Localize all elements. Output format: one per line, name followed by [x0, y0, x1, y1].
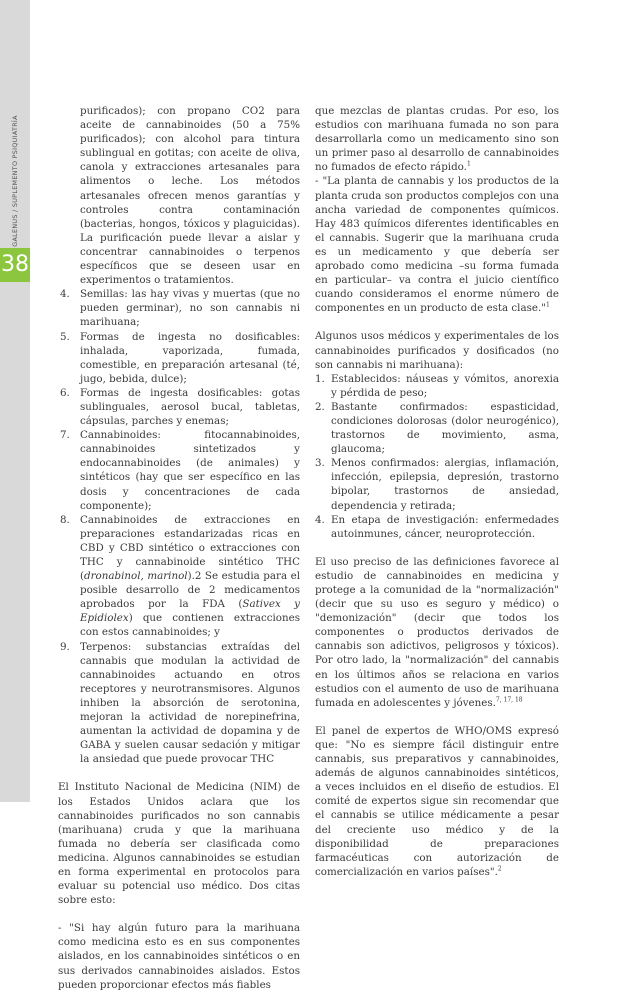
list-item [315, 400, 559, 456]
citation-ref: 2 [497, 865, 502, 873]
list-item [58, 287, 300, 329]
list-item-text: Semillas: las hay vivas y muertas (que no pueden germinar), no son cannabis ni marihuana; [80, 288, 300, 329]
list-item [315, 372, 559, 400]
list-item-text: Formas de ingesta no dosificables: inhalada, vaporizada, fumada, comestible, en preparación artesanal (té, jugo, bebida, dulce); [80, 330, 300, 385]
list-item [58, 330, 300, 386]
nim-paragraph: El Instituto Nacional de Medicina (NIM) de los Estados Unidos aclara que los cannabinoides purificados no son cannabis (marihuana) cruda y que la marihuana fumada no debería ser clasificada como medicina. Algunos cannabinoides se estudian en forma experimental en protocolos para evaluar su potencial uso médico. Dos citas sobre esto: [58, 781, 300, 907]
running-header-text: GALENUS / SUPLEMENTO PSIQUIATRÍA [11, 115, 20, 247]
list-item-text-a: Cannabinoides de extracciones en preparaciones estandarizadas ricas en CBD y CBD sintético o extracciones con THC y cannabinoide sintético THC ( [80, 513, 300, 583]
sidebar-strip [0, 0, 30, 802]
who-paragraph [315, 724, 559, 879]
list-item-text: Terpenos: substancias extraídas del cannabis que modulan la actividad de cannabinoides actuando en otros receptores y neurotransmisores. Algunos inhiben la absorción de serotonina, mejoran la actividad de norepinefrina, aumentan la actividad de dopamina y de GABA y suelen causar sedación y mitigar la ansiedad que puede provocar THC [80, 640, 300, 766]
list-item-text: Formas de ingesta dosificables: gotas sublinguales, aerosol bucal, tabletas, cápsulas, parches y enemas; [80, 386, 300, 428]
right-column [315, 104, 559, 879]
product-names-italic: Sativex y Epidiolex [80, 598, 301, 625]
list-number: 8. [60, 513, 70, 526]
list-item-text-b: ).2 Se estudia para el posible desarrollo de 2 medicamentos aprobados por la FDA ( [80, 570, 300, 611]
list-number: 4. [60, 288, 70, 301]
list-item-text: Bastante confirmados: espasticidad, condiciones dolorosas (dolor neurogénico), trastornos de movimiento, asma, glaucoma; [331, 400, 559, 456]
list-number: 4. [315, 513, 325, 526]
citation-ref: 1 [466, 160, 471, 168]
quote-1-end [315, 104, 559, 174]
left-column [58, 104, 300, 992]
list-item-text: Establecidos: náuseas y vómitos, anorexia y pérdida de peso; [331, 372, 559, 399]
precise-definitions-paragraph [315, 555, 559, 710]
list-item [58, 513, 300, 640]
list-number: 9. [60, 640, 70, 653]
citation-ref: 1 [546, 301, 550, 309]
list-item [315, 513, 559, 541]
list-item-text: Cannabinoides: fitocannabinoides, cannabinoides sintetizados y endocannabinoides (de animales) y sintéticos (hay que ser específico en las dosis y concentraciones de cada componente); [80, 429, 300, 512]
list-number: 6. [60, 386, 70, 399]
drug-names-italic: dronabinol, marinol [84, 570, 188, 583]
list-number: 5. [60, 330, 70, 343]
quote-1-end-text: que mezclas de plantas crudas. Por eso, los estudios con marihuana fumada no son para desarrollarla como un medicamento sino son un primer paso al desarrollo de cannabinoides no fumados de efecto rápido. [315, 105, 559, 174]
page-number: 38 [0, 248, 30, 282]
definitions-list [58, 287, 300, 766]
quote-1-start: - "Si hay algún futuro para la marihuana como medicina esto es en sus componentes aislados, en los cannabinoides sintéticos o en sus derivados cannabinoides aislados. Estos pueden proporcionar efectos más fiables [58, 922, 300, 991]
list-item [315, 456, 559, 512]
list-item [58, 428, 300, 513]
list-number: 3. [315, 457, 325, 470]
list-number: 1. [315, 372, 325, 385]
quote-2-text: - "La planta de cannabis y los productos de la planta cruda son productos complejos con una ancha variedad de componentes químicos. Hay 483 químicos diferentes identificables en el cannabis. Sugerir que la marihuana cruda es un medicamento y que debería ser aprobado como medicina –su forma fumada en particular– va contra el juicio científico cuando consideramos el enorme número de componentes en un producto de esta clase." [315, 175, 559, 315]
uses-list [315, 372, 559, 541]
list-continuation: purificados); con propano CO2 para aceite de cannabinoides (50 a 75% purificados); con alcohol para tintura sublingual en gotitas; con aceite de oliva, canola y extracciones artesanales para alimentos o leche. Los métodos artesanales ofrecen menos garantías y controles contra contaminación (bacterias, hongos, tóxicos y plaguicidas). La purificación puede llevar a aislar y concentrar cannabinoides o terpenos específicos que se deseen usar en experimentos o tratamientos. [80, 105, 300, 287]
list-item-text-c: ) que contienen extracciones con estos cannabinoides; y [80, 612, 300, 639]
who-text: El panel de expertos de WHO/OMS expresó que: "No es siempre fácil distinguir entre cannabis, sus preparativos y cannabinoides, además de algunos cannabinoides sintéticos, a veces incluidos en el diseño de estudios. El comité de expertos sigue sin recomendar que el cannabis se utilice médicamente a pesar del creciente uso médico y de la disponibilidad de preparaciones farmacéuticas con autorización de comercialización en varios países". [315, 724, 559, 878]
list-number: 2. [315, 400, 325, 413]
list-item [58, 640, 300, 767]
list-item [58, 386, 300, 428]
list-item-text: Menos confirmados: alergias, inflamación, infección, epilepsia, depresión, trastorno bipolar, trastornos de ansiedad, dependencia y retirada; [331, 457, 559, 512]
uses-intro: Algunos usos médicos y experimentales de los cannabinoides purificados y dosificados (no son cannabis ni marihuana): [315, 330, 559, 371]
list-number: 7. [60, 429, 70, 442]
citation-ref: 7, 17, 18 [495, 696, 523, 704]
quote-2 [315, 174, 559, 315]
list-item-text: En etapa de investigación: enfermedades autoinmunes, cáncer, neuroprotección. [331, 513, 559, 540]
precise-definitions-text: El uso preciso de las definiciones favorece al estudio de cannabinoides en medicina y protege a la comunidad de la "normalización" (decir que su uso es seguro y médico) o "demonización" (decir que todos los componentes o productos derivados de cannabis son adictivos, peligrosos y tóxicos). Por otro lado, la "normalización" del cannabis en los últimos años se relaciona en varios estudios con el aumento de uso de marihuana fumada en adolescentes y jóvenes. [315, 555, 559, 709]
running-header [2, 110, 28, 252]
